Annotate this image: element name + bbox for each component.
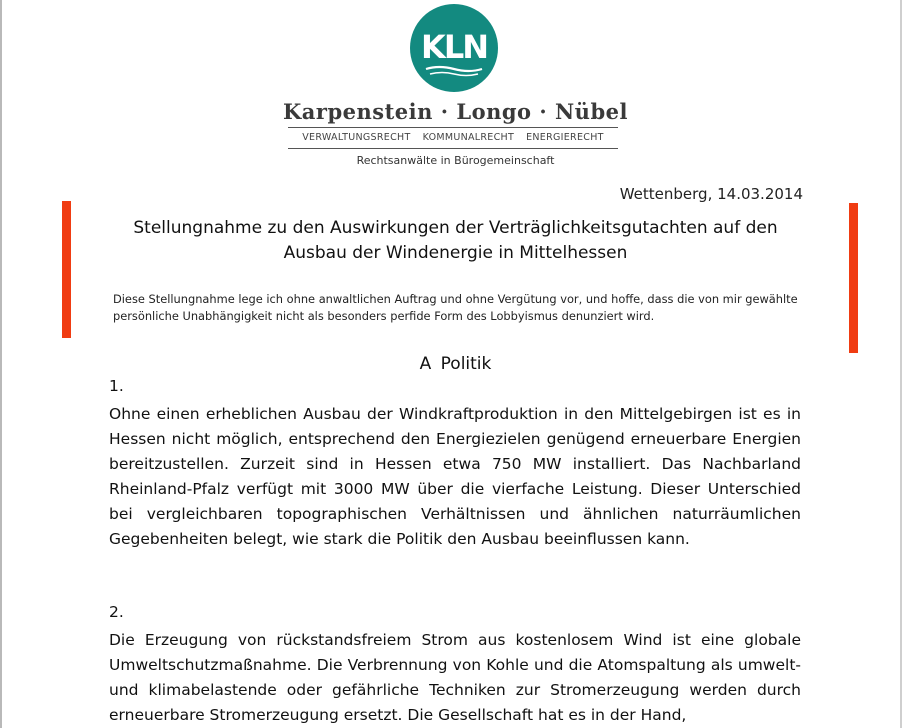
practice-areas [288, 132, 618, 143]
letterhead-rule-bottom [288, 148, 618, 149]
section-title: A Politik [419, 354, 492, 374]
practice-area: KOMMUNALRECHT [422, 132, 515, 143]
logo-text: KLN [421, 28, 487, 66]
firm-name: Karpenstein · Longo · Nübel [283, 99, 628, 124]
heading-line: Stellungnahme zu den Auswirkungen der Verträglichkeitsgutachten auf den [133, 218, 778, 238]
date-line: Wettenberg, 14.03.2014 [619, 185, 803, 203]
firm-subtitle: Rechtsanwälte in Bürogemeinschaft [356, 154, 555, 167]
heading-line: Ausbau der Windenergie in Mittelhessen [283, 243, 628, 263]
disclaimer-text: Diese Stellungnahme lege ich ohne anwaltlichen Auftrag und ohne Vergütung vor, und hoffe, dass die von mir gewählte persönliche Unabhängigkeit nicht als besonders perfide Form des Lobbyismus denunziert wird. [113, 292, 798, 323]
paragraph-text: Die Erzeugung von rückstandsfreiem Strom aus kostenlosem Wind ist eine globale Umweltschutzmaßnahme. Die Verbrennung von Kohle und die Atomspaltung als umwelt- und klimabelastende oder gefährliche Techniken zur Stromerzeugung werden durch erneuerbare Stromerzeugung ersetzt. Die Gesellschaft hat es in der Hand, [109, 631, 801, 724]
practice-area: ENERGIERECHT [526, 132, 604, 143]
practice-area: VERWALTUNGSRECHT [302, 132, 411, 143]
paragraph-number: 1. [109, 377, 124, 395]
letterhead-rule-top [288, 127, 618, 128]
kln-logo [410, 4, 498, 92]
document-heading [0, 216, 911, 266]
logo-waves-icon [424, 64, 484, 78]
paragraph-number: 2. [109, 603, 124, 621]
paragraph-text: Ohne einen erheblichen Ausbau der Windkraftproduktion in den Mittelgebirgen ist es in Hessen nicht möglich, entsprechend den Energiezielen genügend erneuerbare Energien bereitzustellen. Zurzeit sind in Hessen etwa 750 MW installiert. Das Nachbarland Rheinland-Pfalz verfügt mit 3000 MW über die vierfache Leistung. Dieser Unterschied bei vergleichbaren topographischen Verhältnissen und ähnlichen naturräumlichen Gegebenheiten belegt, wie stark die Politik den Ausbau beeinflussen kann. [109, 405, 801, 548]
